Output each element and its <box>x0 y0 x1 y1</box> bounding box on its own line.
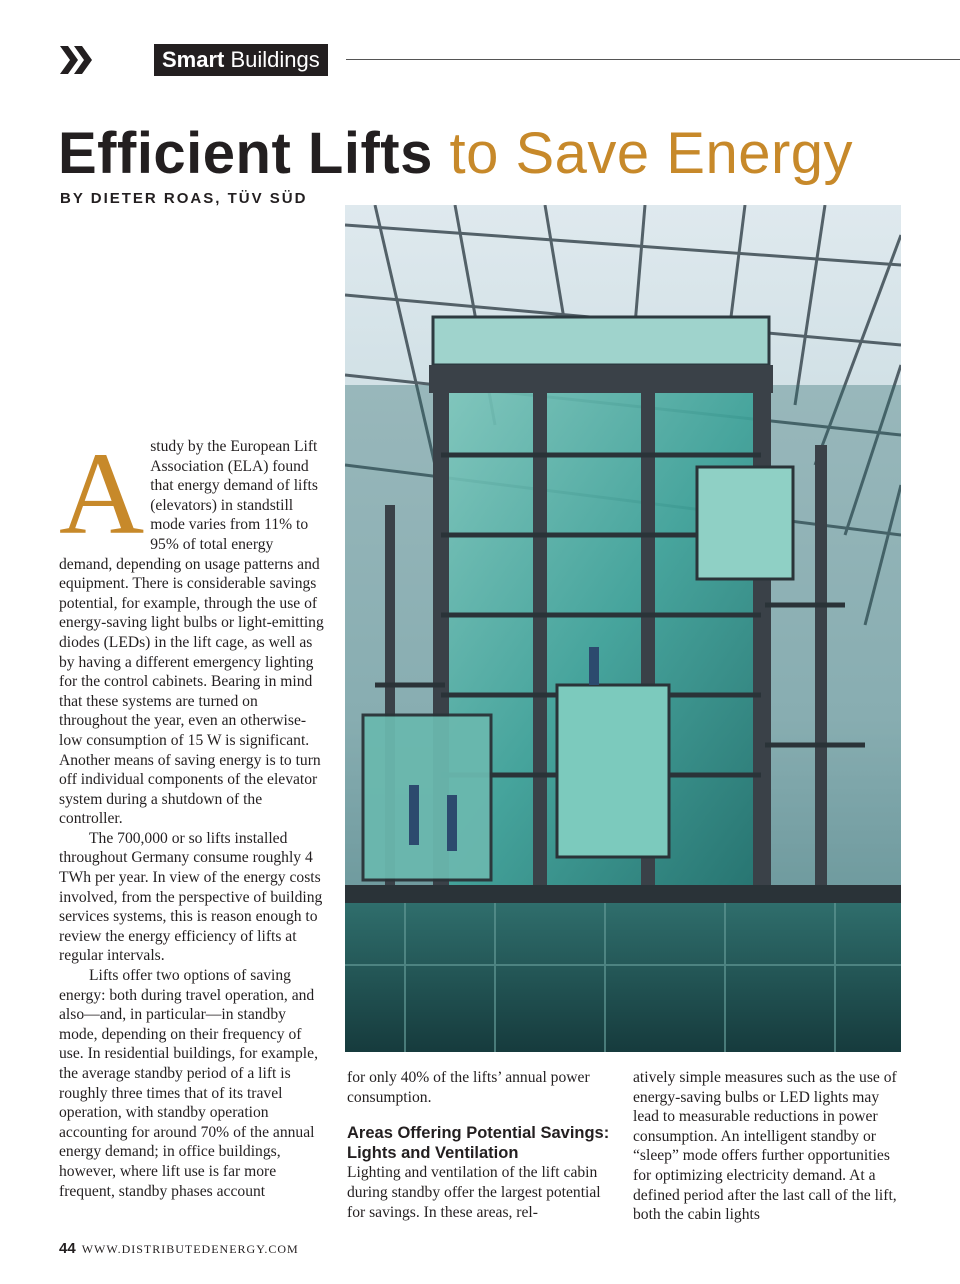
paragraph-1-text: study by the European Lift Association (ELA) found that energy demand of lifts (elevators) in standstill mode varies from 11% to 95% of total energy demand, depending on usage patterns and equipment. There is considerable savings potential, for example, through the use of energy-saving light bulbs or light-emitting diodes (LEDs) in the lift cage, as well as by having a different emergency lighting for the control cabinets. Bearing in mind that these systems are turned on throughout the year, even an otherwise-low consumption of 15 W is significant. Another means of saving energy is to turn off individual components of the elevator system during a shutdown of the controller. <box>59 438 324 828</box>
paragraph-6: atively simple measures such as the use of energy-saving bulbs or LED lights may lead to measurable reductions in power consumption. An intelligent standby or “sleep” mode offers further opportunities for optimizing electricity demand. At a defined period after the last call of the lift, both the cabin lights <box>633 1069 897 1224</box>
page-number: 44 <box>59 1240 76 1257</box>
drop-cap: A <box>59 428 145 559</box>
section-header <box>60 44 960 76</box>
article-title <box>58 118 853 190</box>
title-accent-part: to Save Energy <box>449 121 854 186</box>
double-chevron-icon <box>60 46 94 74</box>
column-2 <box>347 1068 613 1222</box>
subheading: Areas Offering Potential Savings: Lights and Ventilation <box>347 1124 610 1162</box>
website-url: WWW.DISTRIBUTEDENERGY.COM <box>81 1242 299 1256</box>
paragraph-1 <box>59 428 327 829</box>
paragraph-5: Lighting and ventilation of the lift cabin during standby offer the largest potential for savings. In these areas, rel- <box>347 1164 601 1221</box>
column-1 <box>59 428 327 1201</box>
header-rule <box>346 59 960 60</box>
column-3 <box>633 1068 901 1225</box>
elevator-tower-photo <box>345 205 901 1052</box>
paragraph-2: The 700,000 or so lifts installed throughout Germany consume roughly 4 TWh per year. In view of the energy costs involved, from the perspective of building services systems, this is reason enough to review the energy efficiency of lifts at regular intervals. <box>59 829 323 965</box>
section-label-bold: Smart <box>162 47 225 72</box>
paragraph-4: for only 40% of the lifts’ annual power consumption. <box>347 1069 590 1106</box>
byline: BY DIETER ROAS, TÜV SÜD <box>60 190 308 207</box>
paragraph-3: Lifts offer two options of saving energy: both during travel operation, and also—and, in particular—in standby mode, depending on their frequency of use. In residential buildings, for example, the average standby period of a lift is roughly three times that of its travel operation, with standby operation accounting for around 70% of the annual energy demand; in office buildings, however, where lift use is far more frequent, standby phases account <box>59 967 318 1200</box>
page-footer <box>59 1240 299 1257</box>
title-dark-part: Efficient Lifts <box>58 121 433 186</box>
section-label <box>154 44 328 76</box>
section-label-rest: Buildings <box>230 47 320 72</box>
